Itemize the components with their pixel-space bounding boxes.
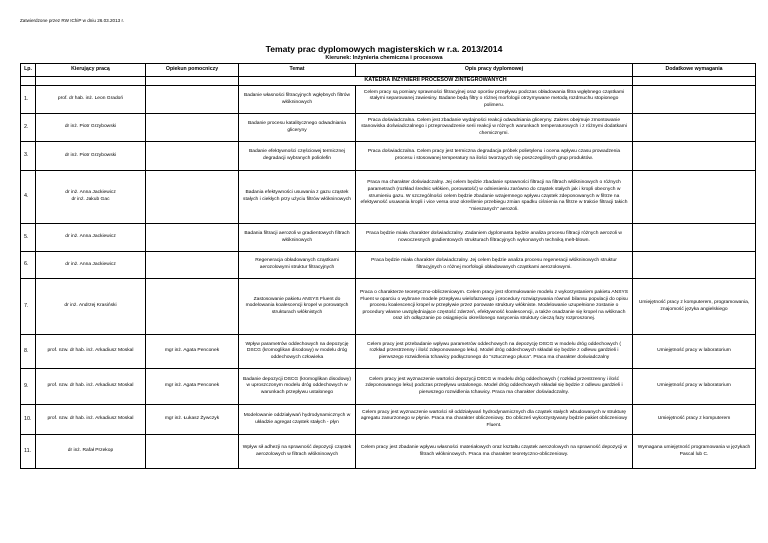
description: Praca będzie miała charakter doświadczalny. Zadaniem dyplomanta będzie analiza procesu filtracji różnych aerozoli w nowoczesnych gradientowych strukturach filtracyjnych wykonanych techniką melt-blown.	[356, 224, 633, 252]
assistant-supervisor	[146, 252, 239, 279]
row-number: 8.	[21, 335, 36, 369]
topic: Badanie efektywności częściowej termicznej degradacji wybranych poliolefin	[239, 142, 356, 171]
supervisor: dr inż. Anna Jackiewicz dr inż. Jakub Gac	[36, 171, 146, 224]
supervisor: dr inż. Anna Jackiewicz	[36, 224, 146, 252]
table-row	[21, 405, 756, 435]
header-supervisor: Kierujący pracą	[36, 64, 146, 77]
description: Praca ma charakter doświadczalny. Jej celem będzie zbadanie sprawności filtracji na filtrach włókninowych o różnych parametrach (rozkład średnic włókien, porowatość) w odniesieniu zarówno do cząstek stałych jak i kropli obecnych w strumieniu gazu. W szczególności celem będzie zbadanie wzajemnego wpływu cząstek zdeponowanych w filtrze na efektywność usuwania kropli i vice versa oraz określenie przebiegu zmian spadku ciśnienia na filtrze w trakcie filtracji takich "mieszanych" aerozoli.	[356, 171, 633, 224]
supervisor: prof. nzw. dr hab. inż. Arkadiusz Moskal	[36, 369, 146, 405]
topic: Badanie procesu katalitycznego odwadniania gliceryny	[239, 114, 356, 142]
header-requirements: Dodatkowe wymagania	[633, 64, 756, 77]
supervisor: dr inż. Rafał Przekop	[36, 435, 146, 469]
topic: Badanie własności filtracyjnych wgłębnych filtrów włókninowych	[239, 86, 356, 114]
row-number: 10.	[21, 405, 36, 435]
header-description: Opis pracy dyplomowej	[356, 64, 633, 77]
requirements: Umiejętność pracy z komputerem	[633, 405, 756, 435]
topic: Zastosowanie pakietu ANSYS Fluent do modelowania koalescencji kropel w porowatych strukturach włóknistych	[239, 279, 356, 335]
header-lp: Lp.	[21, 64, 36, 77]
requirements	[633, 142, 756, 171]
row-number: 9.	[21, 369, 36, 405]
page-title: Tematy prac dyplomowych magisterskich w r.a. 2013/2014	[265, 44, 503, 54]
table-row	[21, 335, 756, 369]
table-row	[21, 279, 756, 335]
requirements	[633, 86, 756, 114]
description: Celem pracy jest wyznaczenie wartości sił oddziaływań hydrodynamicznych dla cząstek stałych wbudowanych w strukturę agregatu zanurzonego w płynie. Praca ma charakter obliczeniowy. Do obliczeń wykorzystywany będzie pakiet obliczeniowy Fluent.	[356, 405, 633, 435]
requirements: Wymagana umiejętność programowania w językach Pascal lub C.	[633, 435, 756, 469]
table-row	[21, 252, 756, 279]
field-of-study: Kierunek: Inżynieria chemiczna i procesowa	[325, 55, 443, 61]
row-number: 5.	[21, 224, 36, 252]
topic: Wpływ parametrów oddechowych na depozycję DSCG (kromoglikan disodowy) w modelu dróg oddechowych człowieka	[239, 335, 356, 369]
row-number: 2.	[21, 114, 36, 142]
supervisor: prof. nzw. dr hab. inż. Arkadiusz Moskal	[36, 335, 146, 369]
requirements	[633, 252, 756, 279]
assistant-supervisor	[146, 224, 239, 252]
requirements: Umiejętność pracy w laboratorium	[633, 369, 756, 405]
header-assistant: Opiekun pomocniczy	[146, 64, 239, 77]
supervisor: dr inż. Andrzej Krasiński	[36, 279, 146, 335]
topic: Modelowanie oddziaływań hydrodynamicznych w układzie agregat cząstek stałych - płyn	[239, 405, 356, 435]
topic: Badanie depozycji DSCG (kromoglikan disodowy) w uproszczonym modelu dróg oddechowych w warunkach przepływu ustalonego	[239, 369, 356, 405]
supervisor: dr inż. Piotr Grzybowski	[36, 142, 146, 171]
description: Praca będzie miała charakter doświadczalny. Jej celem będzie analiza procesu regeneracji włókninowych struktur filtracyjnych o różnej morfologii obładowanych cząstkami aerozolowymi.	[356, 252, 633, 279]
row-number: 3.	[21, 142, 36, 171]
assistant-supervisor	[146, 142, 239, 171]
row-number: 11.	[21, 435, 36, 469]
header-row	[21, 64, 756, 77]
description: Celem pracy jest przebadanie wpływu parametrów oddechowych na depozycję DSCG w modelu dróg oddechowych ( rozkład przestrzenny i ilość zdeponowanego leku). Model dróg oddechowych składał się będzie z odlewu gardzieli i pierwszego rozwidlenia tchawicy podłączonego do "sztucznego płuca". Praca ma charakter doświadczalny	[356, 335, 633, 369]
table-row	[21, 86, 756, 114]
supervisor: prof. nzw. dr hab. inż. Arkadiusz Moskal	[36, 405, 146, 435]
description: Praca doświadczalna. Celem jest zbadanie wydajności reakcji odwadniania gliceryny. Zakres obejmuje zmontowanie stanowiska doświadczalnego i przeprowadzenie serii reakcji w różnych warunkach temperaturowych i z różnymi dodatkami chemicznymi.	[356, 114, 633, 142]
topic: Regeneracja obładowanych cząstkami aerozolowymi struktur filtracyjnych	[239, 252, 356, 279]
supervisor: dr inż. Piotr Grzybowski	[36, 114, 146, 142]
description: Praca doświadczalna. Celem pracy jest termiczna degradacja próbek polietylenu i ocena wpływu czasu prowadzenia procesu i stosowanej temperatury na ilości tworzących się poszczególnych grup produktów.	[356, 142, 633, 171]
table-row	[21, 171, 756, 224]
table-row	[21, 224, 756, 252]
header-topic: Temat	[239, 64, 356, 77]
table-row	[21, 369, 756, 405]
assistant-supervisor	[146, 279, 239, 335]
table-row	[21, 114, 756, 142]
description: Praca o charakterze teoretyczno-obliczeniowym. Celem pracy jest sformułowanie modelu z wykorzystaniem pakietu ANSYS Fluent w oparciu o wybrane modele przepływu wielofazowego i procedury rozwiązywania równań bilansu populacji do opisu procesu koalescencji kropel w przepływie przez porowate struktury włókniste. Modelowanie uzupełnione zostanie o procedury własne uwzględniające częstość zderzeń, efektywność koalescencji, a także osadzanie się kropel na włóknach oraz ich odłączanie po osiągnięciu określonego nasycenia struktury cieczą fazy rozproszonej.	[356, 279, 633, 335]
assistant-supervisor: mgr inż. Agata Penconek	[146, 369, 239, 405]
row-number: 6.	[21, 252, 36, 279]
requirements	[633, 114, 756, 142]
row-number: 1.	[21, 86, 36, 114]
assistant-supervisor	[146, 114, 239, 142]
department-row	[21, 77, 756, 86]
description: Celem pracy jest zbadanie wpływu własności materiałowych oraz kształtu cząstek aerozolowych na sprawność depozycji w filtrach włókninowych. Praca ma charakter teoretyczno-obliczeniowy.	[356, 435, 633, 469]
assistant-supervisor	[146, 171, 239, 224]
assistant-supervisor	[146, 86, 239, 114]
table-row	[21, 435, 756, 469]
supervisor: dr inż. Anna Jackiewicz	[36, 252, 146, 279]
topic: Badania filtracji aerozoli w gradientowych filtrach włókninowych	[239, 224, 356, 252]
department-name: KATEDRA INŻYNIERII PROCESÓW ZINTEGROWANYCH	[239, 77, 633, 86]
description: Celem pracy jest wyznaczenie wartości depozycji DSCG w modelu dróg oddechowych ( rozkład przestrzenny i ilość zdeponowanego leku) podczas przepływu ustalonego. Model dróg oddechowych składał się będzie z odlewu gardzieli i pierwszego rozwidlenia tchawicy. Praca ma charakter doświadczalny.	[356, 369, 633, 405]
row-number: 7.	[21, 279, 36, 335]
description: Celem pracy są pomiary sprawności filtracyjnej oraz oporów przepływu podczas obładowania filtra wgłębnego cząstkami stałymi separowanej zawiesiny. Badane będą filtry o różnej morfologii otrzymywane metodą rozdmuchu stopionego polimeru.	[356, 86, 633, 114]
assistant-supervisor	[146, 435, 239, 469]
topic: Badania efektywności usuwania z gazu cząstek stałych i ciekłych przy użyciu filtrów włókninowych	[239, 171, 356, 224]
supervisor: prof. dr hab. inż. Leon Gradoń	[36, 86, 146, 114]
assistant-supervisor: mgr inż. Łukasz Żywczyk	[146, 405, 239, 435]
requirements: Umiejętność pracy z komputerem, programowania, znajomość języka angielskiego	[633, 279, 756, 335]
table-row	[21, 142, 756, 171]
row-number: 4.	[21, 171, 36, 224]
requirements: Umiejętność pracy w laboratorium	[633, 335, 756, 369]
requirements	[633, 224, 756, 252]
assistant-supervisor: mgr inż. Agata Penconek	[146, 335, 239, 369]
topics-table	[20, 63, 756, 469]
requirements	[633, 171, 756, 224]
approval-note: Zatwierdzone przez RW IChiP w dniu 26.03.2013 r.	[20, 18, 125, 23]
topic: Wpływ sił adhezji na sprawność depozycji cząstek aerozolowych w filtrach włókninowych	[239, 435, 356, 469]
